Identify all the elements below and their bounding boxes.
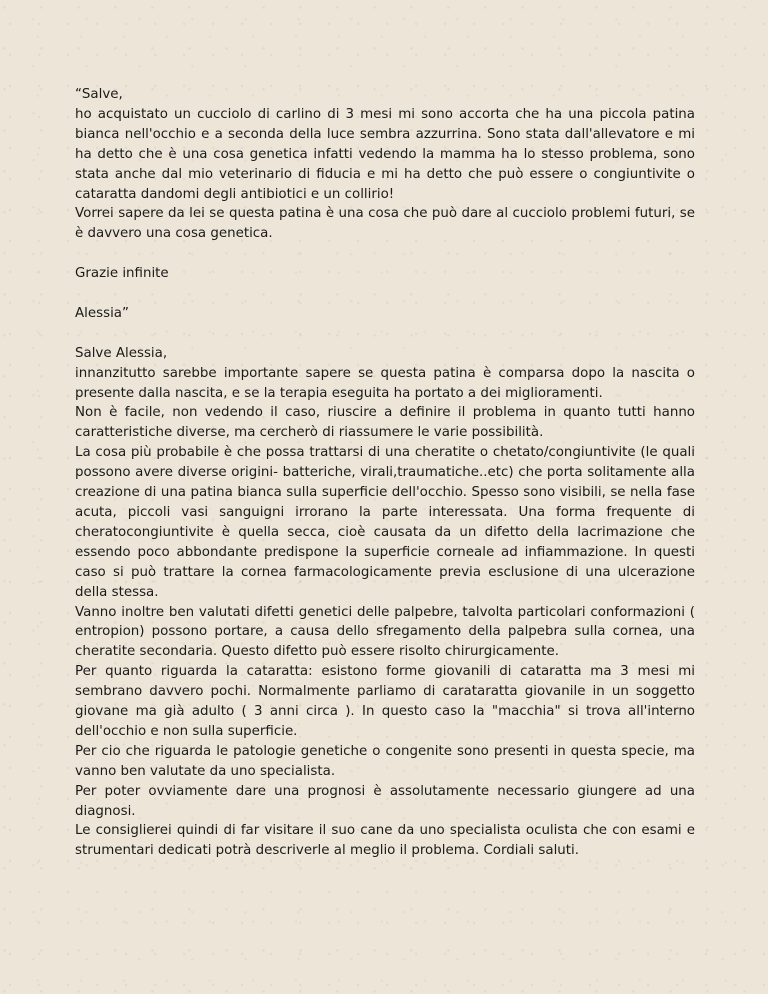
letter-signature: Alessia”	[75, 305, 129, 321]
spacer	[75, 284, 695, 304]
spacer	[75, 324, 695, 344]
document-text	[75, 85, 695, 861]
letter-thanks: Grazie infinite	[75, 266, 169, 282]
spacer	[75, 244, 695, 264]
letter-body: “Salve, ho acquistato un cucciolo di carlino di 3 mesi mi sono accorta che ha una piccola patina bianca nell'occhio e a seconda della luce sembra azzurrina. Sono stata dall'allevatore e mi ha detto che è una cosa genetica infatti vedendo la mamma ha lo stesso problema, sono stata anche dal mio veterinario di fiducia e mi ha detto che può essere o congiuntivite o cataratta dandomi degli antibiotici e un collirio! Vorrei sapere da lei se questa patina è una cosa che può dare al cucciolo problemi futuri, se è davvero una cosa genetica.	[75, 87, 695, 242]
reply-body: Salve Alessia, innanzitutto sarebbe importante sapere se questa patina è comparsa dopo la nascita o presente dalla nascita, e se la terapia eseguita ha portato a dei miglioramenti. Non è facile, non vedendo il caso, riuscire a definire il problema in quanto tutti hanno caratteristiche diverse, ma cercherò di riassumere le varie possibilità. La cosa più probabile è che possa trattarsi di una cheratite o chetato/congiuntivite (le quali possono avere diverse origini- batteriche, virali,traumatiche..etc) che porta solitamente alla creazione di una patina bianca sulla superficie dell'occhio. Spesso sono visibili, se nella fase acuta, piccoli vasi sanguigni irrorano la parte interessata. Una forma frequente di cheratocongiuntivite è quella secca, cioè causata da un difetto della lacrimazione che essendo poco abbondante predispone la superficie corneale ad infiammazione. In questi caso si può trattare la cornea farmacologicamente previa esclusione di una ulcerazione della stessa. Vanno inoltre ben valutati difetti genetici delle palpebre, talvolta particolari conformazioni ( entropion) possono portare, a causa dello sfregamento della palpebra sulla cornea, una cheratite secondaria. Questo difetto può essere risolto chirurgicamente. Per quanto riguarda la cataratta: esistono forme giovanili di cataratta ma 3 mesi mi sembrano davvero pochi. Normalmente parliamo di carataratta giovanile in un soggetto giovane ma già adulto ( 3 anni circa ). In questo caso la "macchia" si trova all'interno dell'occhio e non sulla superficie. Per cio che riguarda le patologie genetiche o congenite sono presenti in questa specie, ma vanno ben valutate da uno specialista. Per poter ovviamente dare una prognosi è assolutamente necessario giungere ad una diagnosi. Le consiglierei quindi di far visitare il suo cane da uno specialista oculista che con esami e strumentari dedicati potrà descriverle al meglio il problema. Cordiali saluti.	[75, 345, 695, 859]
